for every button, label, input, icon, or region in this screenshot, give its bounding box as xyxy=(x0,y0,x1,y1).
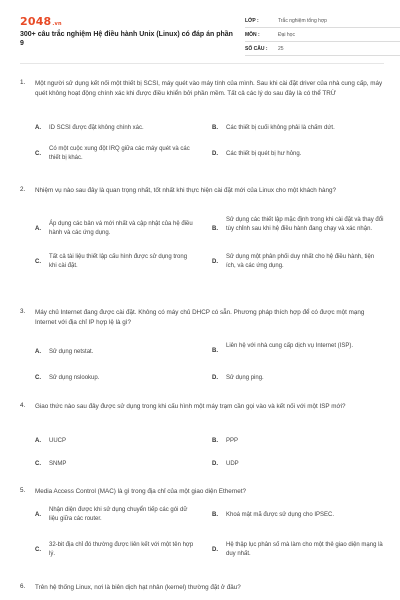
option-letter: C. xyxy=(35,151,41,157)
option-text: Khoá mật mã được sử dụng cho IPSEC. xyxy=(226,512,335,518)
option-letter: B. xyxy=(212,348,218,354)
option-letter: B. xyxy=(212,438,218,444)
question-number: 5. xyxy=(20,487,26,494)
question-text: Nhiệm vụ nào sau đây là quan trọng nhất, tốt nhất khi thực hiện cài đặt mới của Linux cho một khách hàng? xyxy=(35,187,336,194)
logo-main: 2048 xyxy=(20,15,52,28)
option-letter: C. xyxy=(35,259,41,265)
option-letter: D. xyxy=(212,151,218,157)
option-text: Có một cuộc xung đột IRQ giữa các máy quét và các thiết bị khác. xyxy=(49,146,190,161)
meta-label: LỚP : xyxy=(245,17,259,24)
question-number: 1. xyxy=(20,79,26,86)
question-text: Giao thức nào sau đây được sử dụng trong khi cấu hình một máy trạm cần gọi vào và kết nối với một ISP mới? xyxy=(35,403,346,410)
option-letter: D. xyxy=(212,461,218,467)
option-letter: A. xyxy=(35,438,41,444)
logo-tld: .vn xyxy=(52,21,62,27)
option-text: Các thiết bị quét bị hư hỏng. xyxy=(226,151,302,157)
option-letter: B. xyxy=(212,226,218,232)
meta-label: MÔN : xyxy=(245,31,260,38)
option-letter: C. xyxy=(35,375,41,381)
option-letter: D. xyxy=(212,547,218,553)
meta-value: Trắc nghiệm tổng hợp xyxy=(278,17,327,24)
page-title: 300+ câu trắc nghiệm Hệ điều hành Unix (Linux) có đáp án phần 9 xyxy=(20,31,233,47)
option-text: Các thiết bị cuối không phải là chấm dứt. xyxy=(226,125,335,131)
option-text: Nhận diện được khi sử dụng chuyển tiếp các gói dữ liệu giữa các router. xyxy=(49,507,188,522)
option-text: Sử dụng netstat. xyxy=(49,349,94,355)
option-text: UUCP xyxy=(49,438,67,444)
option-text: SNMP xyxy=(49,461,67,467)
option-letter: B. xyxy=(212,125,218,131)
option-letter: A. xyxy=(35,125,41,131)
meta-table xyxy=(245,14,400,56)
meta-label: SỐ CÂU : xyxy=(245,45,268,52)
option-letter: A. xyxy=(35,512,41,518)
option-text: Hệ thập lục phân số mà làm cho một thẻ giao diện mạng là duy nhất. xyxy=(226,542,383,557)
meta-row-count xyxy=(245,42,400,56)
question-number: 2. xyxy=(20,186,26,193)
header xyxy=(20,0,384,62)
question-text: Media Access Control (MAC) là gì trong địa chỉ của một giao diện Ethernet? xyxy=(35,488,247,495)
option-text: Sử dụng ping. xyxy=(226,375,264,381)
question-text: Trên hệ thống Linux, nơi là biên dịch hạt nhân (kernel) thường đặt ở đâu? xyxy=(35,584,241,591)
option-text: Sử dụng nslookup. xyxy=(49,375,100,381)
option-text: Sử dụng một phân phối duy nhất cho hệ điều hành, tiện ích, và các ứng dụng. xyxy=(226,254,375,269)
option-text: ID SCSI được đặt không chính xác. xyxy=(49,125,144,131)
option-text: Áp dụng các bản vá mới nhất và cập nhật của hệ điều hành và các ứng dụng. xyxy=(49,221,193,236)
question-number: 4. xyxy=(20,402,26,409)
option-letter: D. xyxy=(212,375,218,381)
site-logo[interactable] xyxy=(20,15,62,28)
option-text: Sử dụng các thiết lập mặc định trong khi cài đặt và thay đổi tùy chỉnh sau khi hệ điều hành đang chạy và xác nhận. xyxy=(226,217,384,232)
question-text: Một người sử dụng kết nối một thiết bị SCSI, máy quét vào máy tính của mình. Sau khi cài đặt driver của nhà cung cấp, máy quét không hoạt động chính xác khi được điều khiển bởi phần mềm. Tất cả các lý do sau đây là có thể TRỪ xyxy=(35,80,383,97)
meta-value: 25 xyxy=(278,45,284,52)
option-text: Liên hệ với nhà cung cấp dịch vụ Internet (ISP). xyxy=(226,343,354,349)
question-number: 3. xyxy=(20,308,26,315)
meta-row-class xyxy=(245,14,400,28)
option-letter: A. xyxy=(35,226,41,232)
option-letter: A. xyxy=(35,349,41,355)
option-text: Tất cả tài liệu thiết lập cấu hình được sử dụng trong khi cài đặt. xyxy=(49,254,188,269)
option-letter: C. xyxy=(35,461,41,467)
option-letter: C. xyxy=(35,547,41,553)
option-text: 32-bit địa chỉ đó thường được liên kết với một tên hợp lý. xyxy=(49,542,194,557)
option-text: UDP xyxy=(226,461,239,467)
meta-value: Đại học xyxy=(278,31,295,38)
question-text: Máy chủ Internet đang được cài đặt. Không có máy chủ DHCP có sẵn. Phương pháp thích hợp để có được một mạng Internet với địa chỉ IP hợp lệ là gì? xyxy=(35,309,365,326)
option-letter: B. xyxy=(212,512,218,518)
option-text: PPP xyxy=(226,438,239,444)
option-letter: D. xyxy=(212,259,218,265)
question-number: 6. xyxy=(20,583,26,590)
header-divider xyxy=(20,63,384,64)
meta-row-subject xyxy=(245,28,400,42)
